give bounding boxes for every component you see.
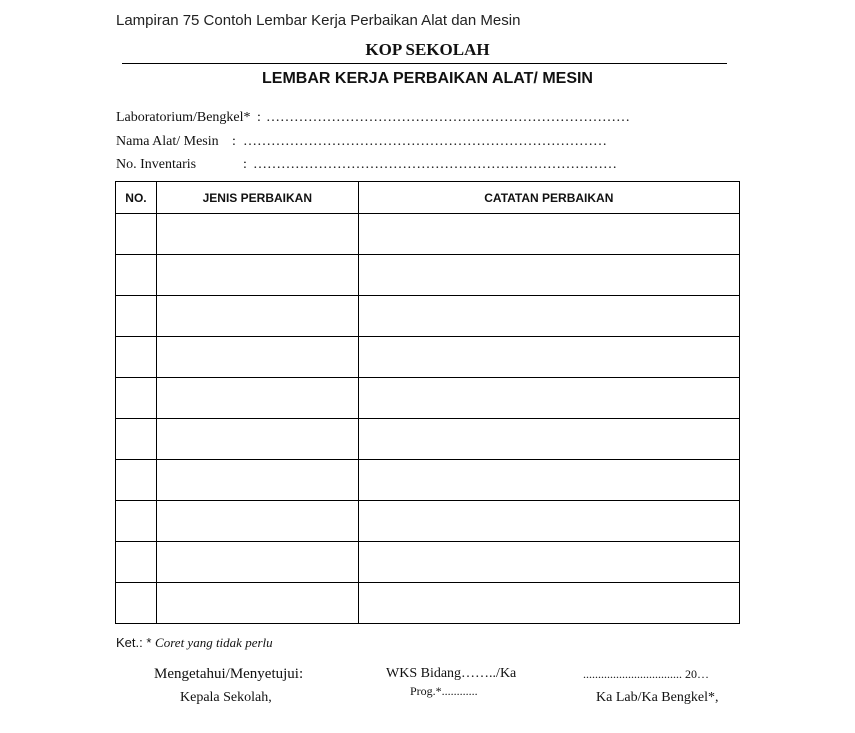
- no-cell[interactable]: [116, 296, 157, 337]
- footnote-text: Coret yang tidak perlu: [155, 635, 273, 650]
- jenis-perbaikan-cell[interactable]: [156, 501, 358, 542]
- jenis-perbaikan-cell[interactable]: [156, 419, 358, 460]
- field-fill-line[interactable]: ……………………………………………………………………: [243, 134, 607, 149]
- jenis-perbaikan-cell[interactable]: [156, 378, 358, 419]
- jenis-perbaikan-cell[interactable]: [156, 460, 358, 501]
- field-separator: :: [243, 157, 247, 172]
- table-row: [116, 378, 740, 419]
- signature-date-line[interactable]: ................................. 20…: [583, 667, 709, 681]
- catatan-perbaikan-cell[interactable]: [358, 583, 739, 624]
- column-header-catatan-perbaikan: CATATAN PERBAIKAN: [358, 182, 739, 214]
- jenis-perbaikan-cell[interactable]: [156, 296, 358, 337]
- signature-left-title: Mengetahui/Menyetujui:: [154, 666, 304, 682]
- field-no-inventaris: [116, 157, 617, 173]
- table-row: [116, 460, 740, 501]
- catatan-perbaikan-cell[interactable]: [358, 419, 739, 460]
- field-label: Laboratorium/Bengkel*: [116, 110, 251, 125]
- field-fill-line[interactable]: ……………………………………………………………………: [253, 157, 617, 172]
- table-row: [116, 296, 740, 337]
- field-label: No. Inventaris: [116, 157, 197, 172]
- signature-middle-title: WKS Bidang……../Ka: [386, 666, 517, 681]
- table-row: [116, 501, 740, 542]
- field-label: Nama Alat/ Mesin: [116, 134, 219, 149]
- field-fill-line[interactable]: ……………………………………………………………………: [266, 110, 630, 125]
- table-row: [116, 583, 740, 624]
- footnote-prefix: Ket.: *: [116, 635, 152, 650]
- table-row: [116, 542, 740, 583]
- field-separator: :: [257, 110, 261, 125]
- letterhead-divider: [122, 63, 727, 64]
- no-cell[interactable]: [116, 542, 157, 583]
- no-cell[interactable]: [116, 419, 157, 460]
- signature-middle-role: Prog.*............: [410, 684, 478, 698]
- catatan-perbaikan-cell[interactable]: [358, 337, 739, 378]
- jenis-perbaikan-cell[interactable]: [156, 214, 358, 255]
- no-cell[interactable]: [116, 214, 157, 255]
- catatan-perbaikan-cell[interactable]: [358, 460, 739, 501]
- jenis-perbaikan-cell[interactable]: [156, 337, 358, 378]
- catatan-perbaikan-cell[interactable]: [358, 378, 739, 419]
- field-nama-alat: [116, 134, 607, 150]
- table-row: [116, 337, 740, 378]
- column-header-no: NO.: [116, 182, 157, 214]
- no-cell[interactable]: [116, 583, 157, 624]
- jenis-perbaikan-cell[interactable]: [156, 255, 358, 296]
- field-laboratorium: [116, 110, 630, 126]
- catatan-perbaikan-cell[interactable]: [358, 255, 739, 296]
- table-row: [116, 419, 740, 460]
- table-body: [116, 214, 740, 624]
- catatan-perbaikan-cell[interactable]: [358, 542, 739, 583]
- no-cell[interactable]: [116, 255, 157, 296]
- form-title: LEMBAR KERJA PERBAIKAN ALAT/ MESIN: [262, 70, 593, 87]
- catatan-perbaikan-cell[interactable]: [358, 214, 739, 255]
- catatan-perbaikan-cell[interactable]: [358, 296, 739, 337]
- signature-right-role: Ka Lab/Ka Bengkel*,: [596, 690, 719, 705]
- page-caption: Lampiran 75 Contoh Lembar Kerja Perbaikan Alat dan Mesin: [116, 12, 521, 29]
- no-cell[interactable]: [116, 378, 157, 419]
- jenis-perbaikan-cell[interactable]: [156, 542, 358, 583]
- school-letterhead: KOP SEKOLAH: [365, 40, 490, 59]
- footnote: [116, 635, 273, 651]
- no-cell[interactable]: [116, 460, 157, 501]
- no-cell[interactable]: [116, 337, 157, 378]
- field-separator: :: [232, 134, 236, 149]
- repair-table: [115, 181, 740, 624]
- table-row: [116, 214, 740, 255]
- no-cell[interactable]: [116, 501, 157, 542]
- signature-left-role: Kepala Sekolah,: [180, 690, 272, 705]
- table-header-row: [116, 182, 740, 214]
- table-row: [116, 255, 740, 296]
- jenis-perbaikan-cell[interactable]: [156, 583, 358, 624]
- catatan-perbaikan-cell[interactable]: [358, 501, 739, 542]
- column-header-jenis-perbaikan: JENIS PERBAIKAN: [156, 182, 358, 214]
